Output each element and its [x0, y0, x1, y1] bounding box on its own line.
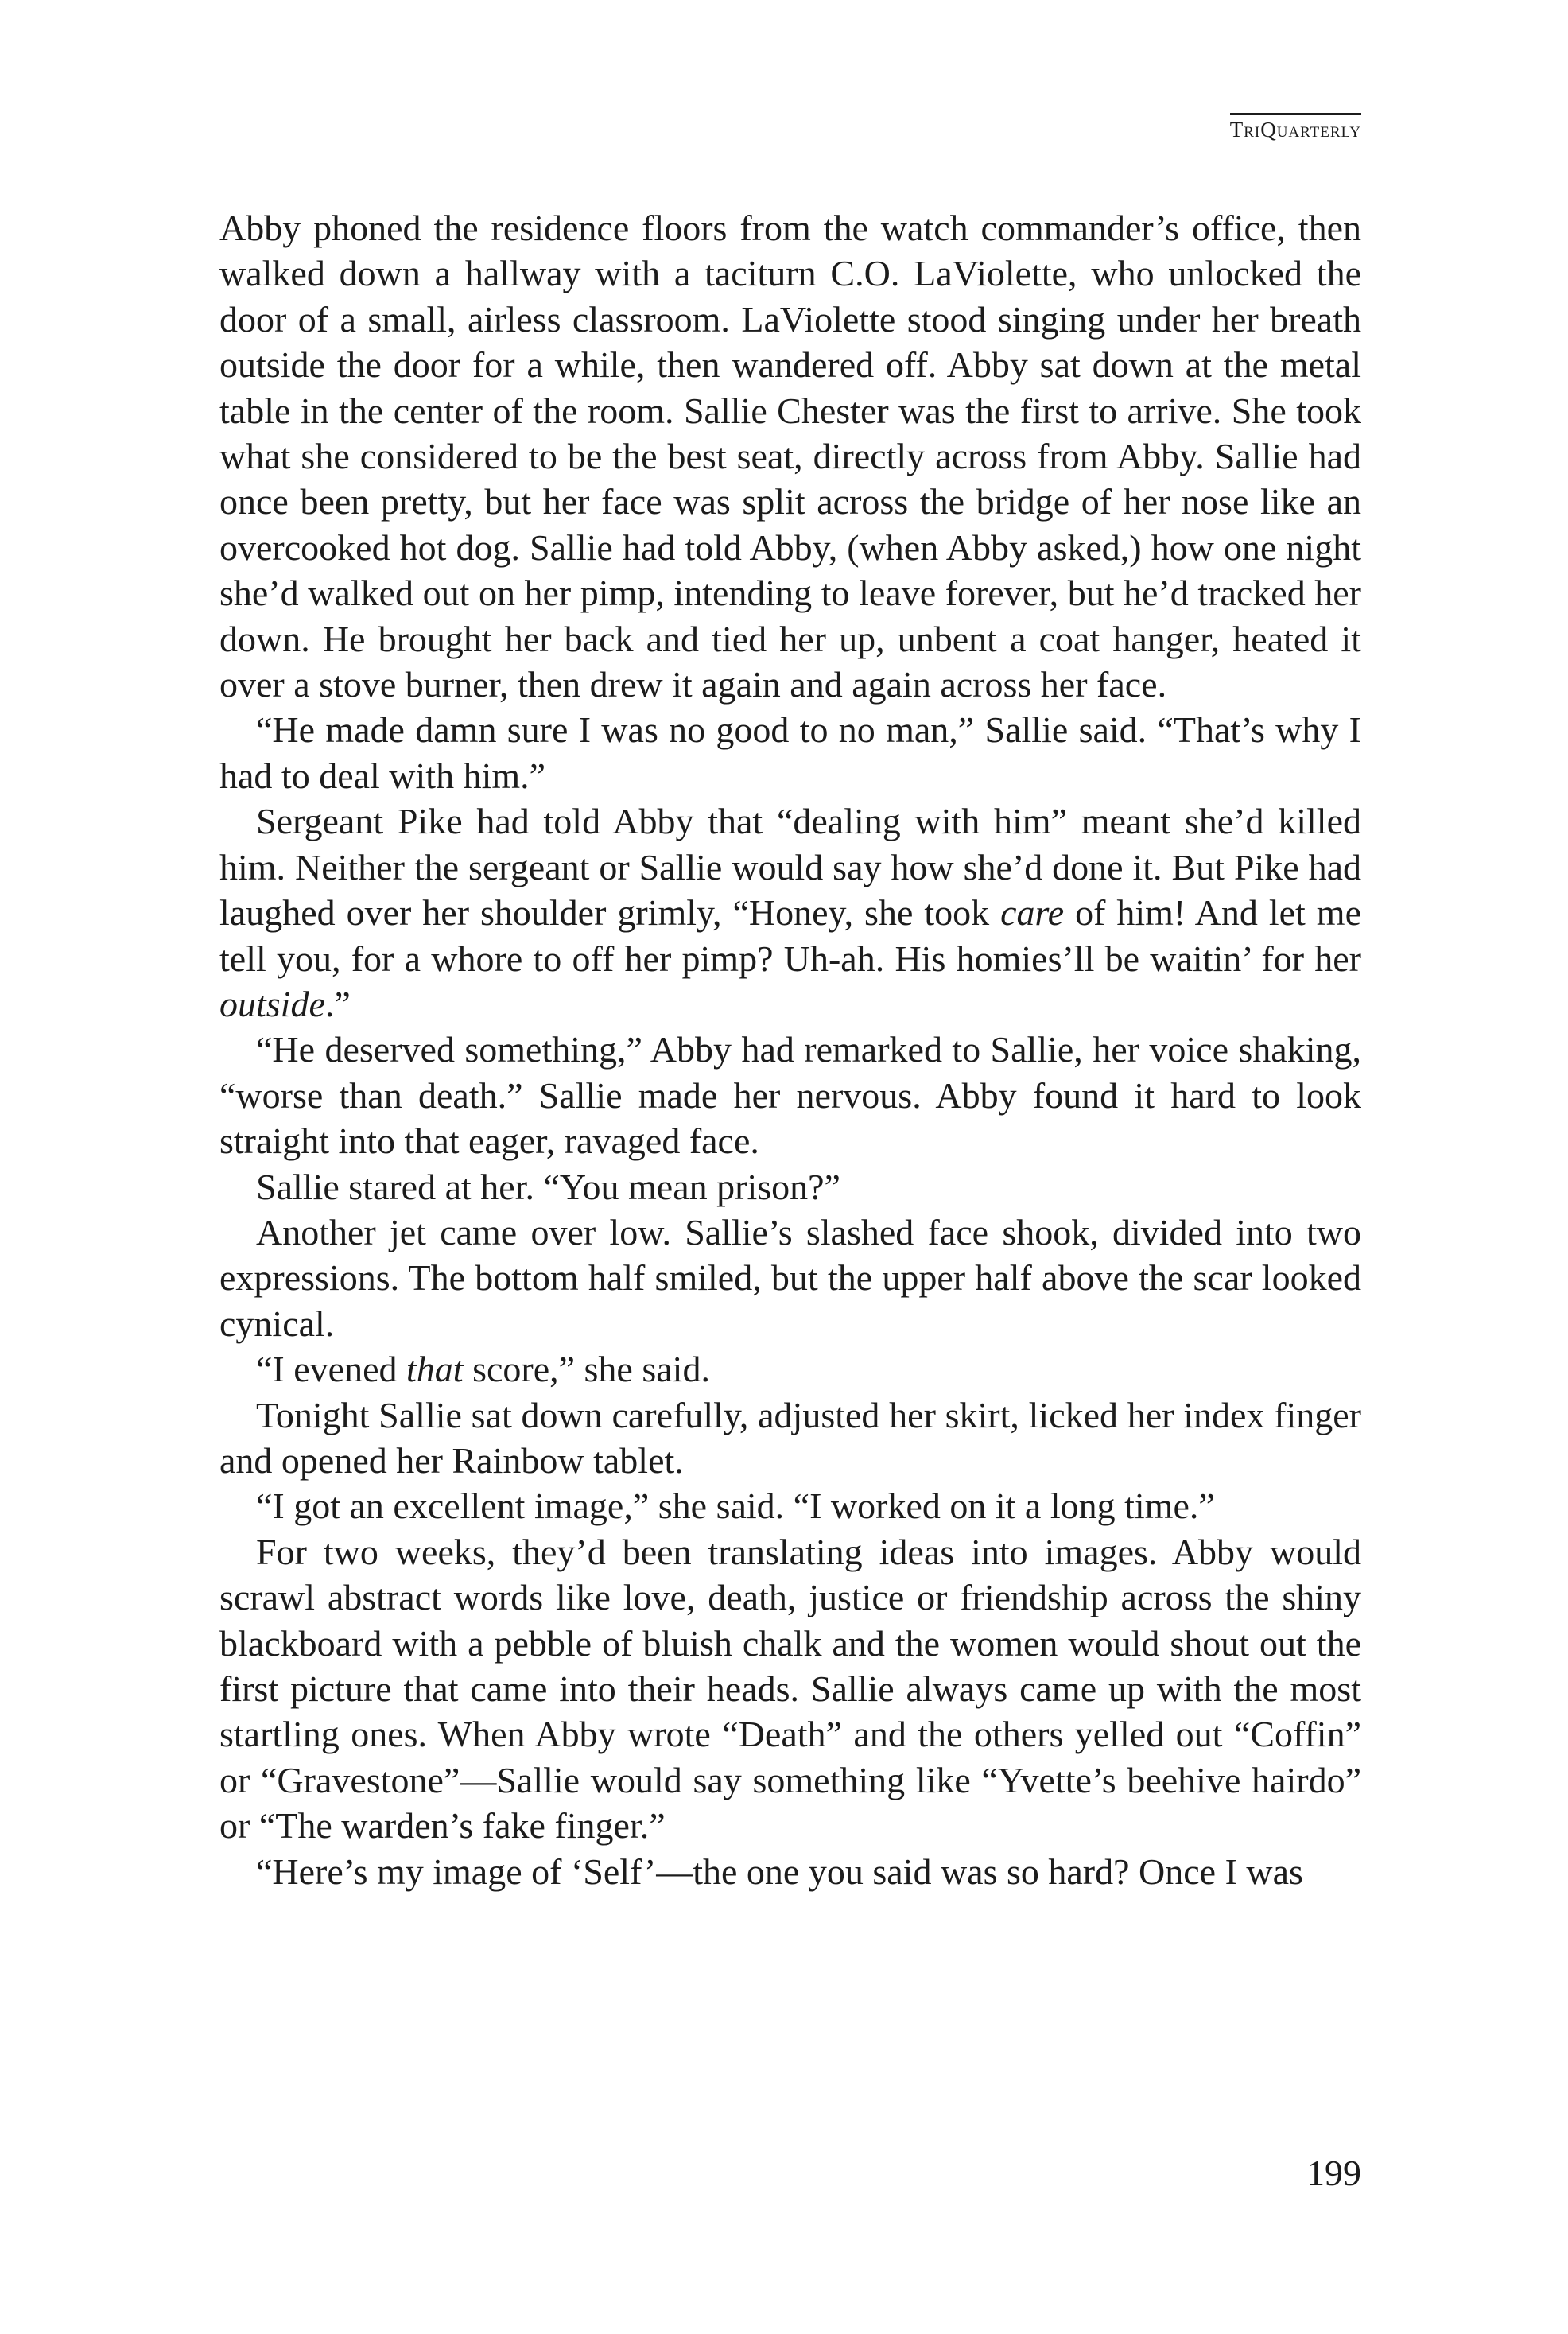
paragraph: “I got an excellent image,” she said. “I worked on it a long time.”: [256, 1485, 1215, 1527]
paragraph: “Here’s my image of ‘Self’—the one you said was so hard? Once I was: [256, 1851, 1303, 1892]
paragraph: For two weeks, they’d been translating ideas into images. Abby would scrawl abstract words like love, death, justice or friendship across the shiny blackboard with a pebble of bluish chalk and the women would shout out the first picture that came into their heads. Sallie always came up with the most startling ones. When Abby wrote “Death” and the others yelled out “Coffin” or “Gravestone”—Sallie would say something like “Yvette’s beehive hairdo” or “The warden’s fake finger.”: [219, 1531, 1361, 1847]
paragraph: Tonight Sallie sat down carefully, adjusted her skirt, licked her index finger and opened her Rainbow tablet.: [219, 1394, 1361, 1481]
paragraph: [219, 1346, 1361, 1392]
text-run: Sergeant Pike had told Abby that “dealing with him” meant she’d killed him. Neither the sergeant or Sallie would say how she’d done it. But Pike had laughed over her shoulder grimly, “Honey, she took: [219, 801, 1361, 934]
text-run: .”: [324, 983, 351, 1024]
text-run: of him! And let me tell you, for a whore to off her pimp? Uh-ah. His homies’ll be waitin’ for her: [219, 892, 1361, 979]
body-text: [219, 205, 1361, 1894]
running-head: TriQuarterly: [1230, 113, 1361, 142]
text-run: score,” she said.: [463, 1349, 710, 1390]
paragraph: “He deserved something,” Abby had remarked to Sallie, her voice shaking, “worse than death.” Sallie made her nervous. Abby found it hard to look straight into that eager, ravaged face.: [219, 1029, 1361, 1162]
text-run: “I evened: [256, 1349, 406, 1390]
emphasis: outside: [219, 983, 325, 1024]
paragraph: Another jet came over low. Sallie’s slashed face shook, divided into two expressions. The bottom half smiled, but the upper half above the scar looked cynical.: [219, 1211, 1361, 1344]
paragraph: “He made damn sure I was no good to no man,” Sallie said. “That’s why I had to deal with him.”: [219, 709, 1361, 796]
emphasis: care: [1000, 892, 1065, 934]
paragraph: [219, 798, 1361, 1027]
page-number: 199: [1306, 2153, 1361, 2193]
paragraph: Abby phoned the residence floors from the watch commander’s office, then walked down a hallway with a taciturn C.O. LaViolette, who unlocked the door of a small, airless classroom. LaViolette stood singing under her breath outside the door for a while, then wandered off. Abby sat down at the metal table in the center of the room. Sallie Chester was the first to arrive. She took what she considered to be the best seat, directly across from Abby. Sallie had once been pretty, but her face was split across the bridge of her nose like an overcooked hot dog. Sallie had told Abby, (when Abby asked,) how one night she’d walked out on her pimp, intending to leave forever, but he’d tracked her down. He brought her back and tied her up, unbent a coat hanger, heated it over a stove burner, then drew it again and again across her face.: [219, 208, 1361, 705]
paragraph: Sallie stared at her. “You mean prison?”: [256, 1166, 840, 1207]
emphasis: that: [406, 1349, 464, 1390]
